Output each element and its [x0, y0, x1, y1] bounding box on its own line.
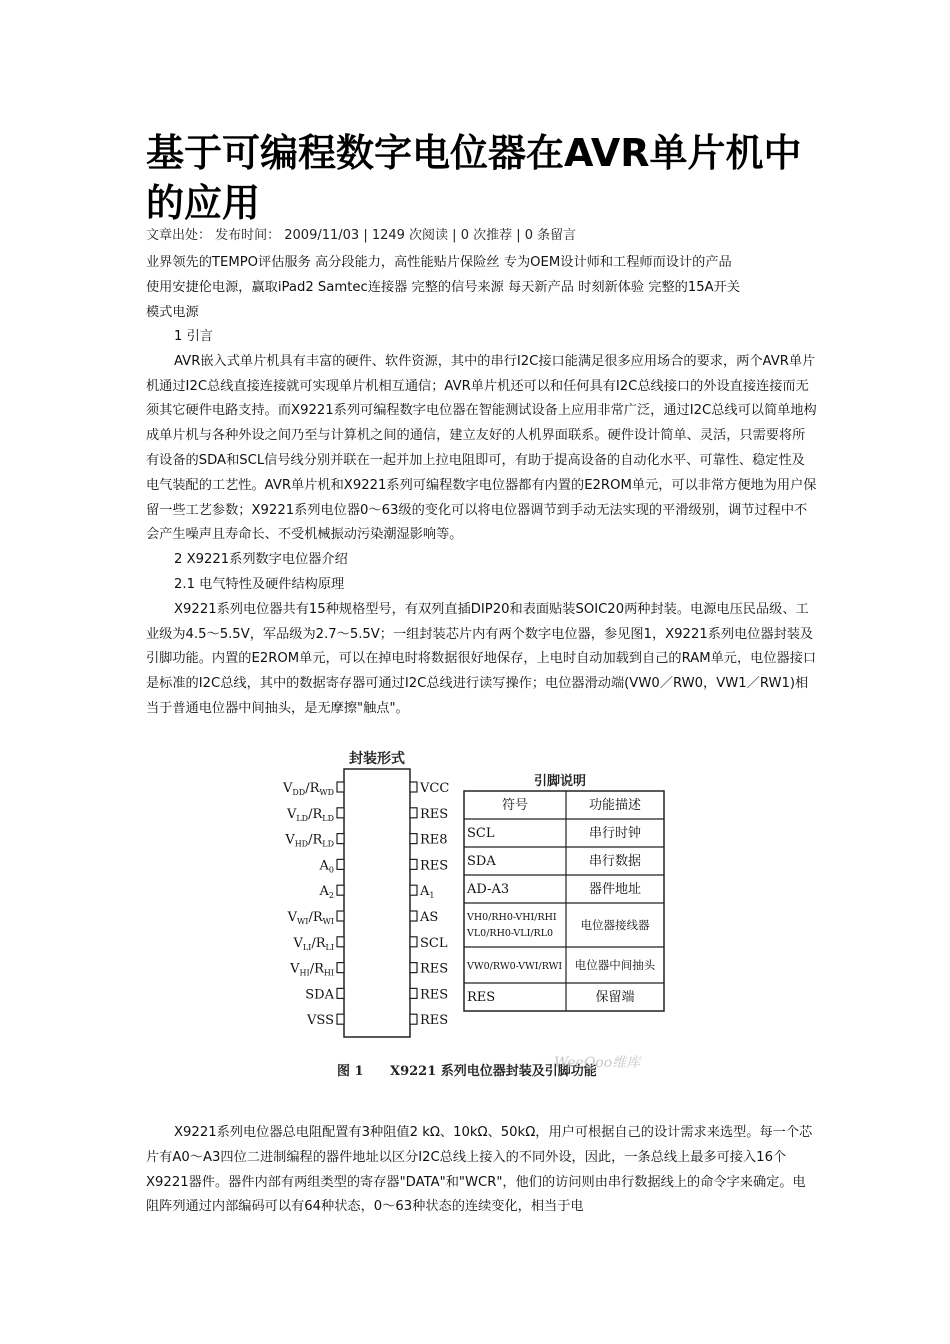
left-pin-label: $V_{WI}/R_{WI}$ [287, 910, 334, 926]
section-heading: 2 X9221系列数字电位器介绍 [174, 552, 348, 568]
pin-table-function: 保留端 [595, 990, 635, 1005]
pin-table-symbol: SDA [467, 854, 496, 869]
pin-marker [337, 1014, 344, 1024]
left-pin-label: SDA [305, 987, 334, 1003]
pin-table-header: 符号 [501, 798, 529, 813]
pin-marker [337, 988, 344, 998]
right-pin-label: RES [420, 1013, 449, 1029]
right-pin-label: SCL [420, 935, 448, 951]
ad-line[interactable]: 业界领先的TEMPO评估服务 高分段能力，高性能贴片保险丝 专为OEM设计师和工程师而设计的产品 [146, 255, 732, 270]
pin-marker [337, 963, 344, 973]
pin-table-symbol: RES [467, 990, 496, 1005]
paragraph: X9221系列电位器共有15种规格型号，有双列直插DIP20和表面贴装SOIC20两种封装。电源电压民品级、工业级为4.5～5.5V，军品级为2.7～5.5V；一组封装芯片内有两个数字电位器，参见图1，X9221系列电位器封装及引脚功能。内置的E2ROM单元，可以在掉电时将数据很好地保存，上电时自动加载到自己的RAM单元，电位器接口是标准的I2C总线，其中的数据寄存器可通过I2C总线进行读写操作；电位器滑动端(VW0／RW0，VW1／RW1)相当于普通电位器中间抽头，是无摩擦"触点"。 [146, 601, 817, 716]
pin-marker [337, 937, 344, 947]
left-pin-label: VSS [307, 1013, 334, 1029]
pin-table-symbol: VL0/RH0-VLI/RL0 [467, 928, 554, 939]
right-pin-label: RES [420, 961, 449, 977]
caption-number: 图 1 [337, 1064, 364, 1079]
pin-marker [337, 782, 344, 792]
left-pin-label: $V_{HI}/R_{HI}$ [290, 961, 334, 978]
pin-marker [410, 834, 417, 844]
pin-marker [410, 782, 417, 792]
left-pin-label: $A_2$ [319, 884, 334, 901]
left-pin-label: $A_0$ [319, 858, 334, 875]
chip-body [344, 769, 410, 1037]
pin-marker [410, 963, 417, 973]
pin-table-function: 串行时钟 [588, 826, 642, 841]
left-pin-label: $V_{LI}/R_{LI}$ [293, 935, 334, 952]
ad-block [146, 251, 818, 325]
pin-table-title: 引脚说明 [533, 774, 587, 789]
pin-marker [337, 834, 344, 844]
pin-marker [410, 885, 417, 895]
figure-caption: X9221 系列电位器封装及引脚功能 [390, 1064, 597, 1079]
section-heading: 1 引言 [174, 329, 213, 344]
pin-marker [337, 859, 344, 869]
pin-table-symbol: AD-A3 [467, 882, 510, 897]
pin-table-function: 电位器接线器 [580, 918, 650, 932]
pin-marker [410, 808, 417, 818]
pin-table-function: 器件地址 [588, 882, 642, 897]
right-pin-label: RES [420, 987, 449, 1003]
right-pin-label: RES [420, 858, 449, 874]
right-pin-label: $A_1$ [420, 884, 435, 901]
pin-marker [337, 808, 344, 818]
ad-line[interactable]: 模式电源 [146, 304, 199, 320]
paragraph: AVR嵌入式单片机具有丰富的硬件、软件资源，其中的串行I2C接口能满足很多应用场合的要求，两个AVR单片机通过I2C总线直接连接就可实现单片机相互通信；AVR单片机还可以和任何具有I2C总线接口的外设直接连接而无须其它硬件电路支持。而X9221系列可编程数字电位器在智能测试设备上应用非常广泛，通过I2C总线可以简单地构成单片机与各种外设之间乃至与计算机之间的通信，建立友好的人机界面联系。硬件设计简单、灵活，只需要将所有设备的SDA和SCL信号线分别并联在一起并加上拉电阻即可，有助于提高设备的自动化水平、可靠性、稳定性及电气装配的工艺性。AVR单片机和X9221系列可编程数字电位器都有内置的E2ROM单元，可以非常方便地为用户保留一些工艺参数；X9221系列电位器0～63级的变化可以将电位器调节到手动无法实现的平滑级别，调节过程中不会产生噪声且寿命长、不受机械振动污染潮湿影响等。 [146, 353, 817, 543]
paragraph: X9221系列电位器总电阻配置有3种阻值2 kΩ、10kΩ、50kΩ，用户可根据自己的设计需求来选型。每一个芯片有A0～A3四位二进制编程的器件地址以区分I2C总线上接入的不同外设，因此，一条总线上最多可接入16个X9221器件。器件内部有两组类型的寄存器"DATA"和"WCR"，他们的访问则由串行数据线上的命令字来确定。电阻阵列通过内部编码可以有64种状态，0～63种状态的连续变化，相当于电 [146, 1125, 813, 1215]
ad-line[interactable]: 使用安捷伦电源，赢取iPad2 Samtec连接器 完整的信号来源 每天新产品 时刻新体验 完整的15A开关 [146, 279, 741, 295]
watermark-logo: WeeQoo维库 [554, 1055, 641, 1071]
pin-marker [410, 1014, 417, 1024]
pin-table-symbol: SCL [467, 826, 495, 841]
right-pin-label: RES [420, 806, 449, 822]
right-pin-label: AS [420, 910, 439, 925]
pin-table-symbol: VH0/RH0-VHI/RHI [467, 912, 557, 923]
pin-marker [410, 911, 417, 921]
pin-table-function: 串行数据 [588, 854, 642, 869]
package-title: 封装形式 [349, 751, 405, 767]
pin-marker [337, 885, 344, 895]
pin-table-symbol: VW0/RW0-VWI/RWI [467, 961, 563, 972]
right-pin-label: VCC [420, 781, 450, 796]
pin-marker [410, 859, 417, 869]
right-pin-label: RE8 [420, 832, 448, 848]
pin-marker [410, 988, 417, 998]
left-pin-label: $V_{HD}/R_{LD}$ [285, 832, 334, 849]
left-pin-label: $V_{LD}/R_{LD}$ [286, 806, 334, 823]
body-part-2 [146, 1121, 818, 1220]
pin-marker [337, 911, 344, 921]
article-meta: 文章出处： 发布时间： 2009/11/03 | 1249 次阅读 | 0 次推荐 | 0 条留言 [146, 228, 577, 243]
pin-table-function: 电位器中间抽头 [574, 958, 656, 972]
figure-1 [282, 745, 670, 1085]
page-title: 基于可编程数字电位器在AVR单片机中的应用 [146, 131, 802, 225]
body-part-1 [146, 325, 818, 722]
pin-marker [410, 937, 417, 947]
pin-table-header: 功能描述 [588, 798, 642, 813]
section-heading: 2.1 电气特性及硬件结构原理 [174, 576, 345, 592]
left-pin-label: $V_{DD}/R_{WD}$ [282, 781, 334, 797]
